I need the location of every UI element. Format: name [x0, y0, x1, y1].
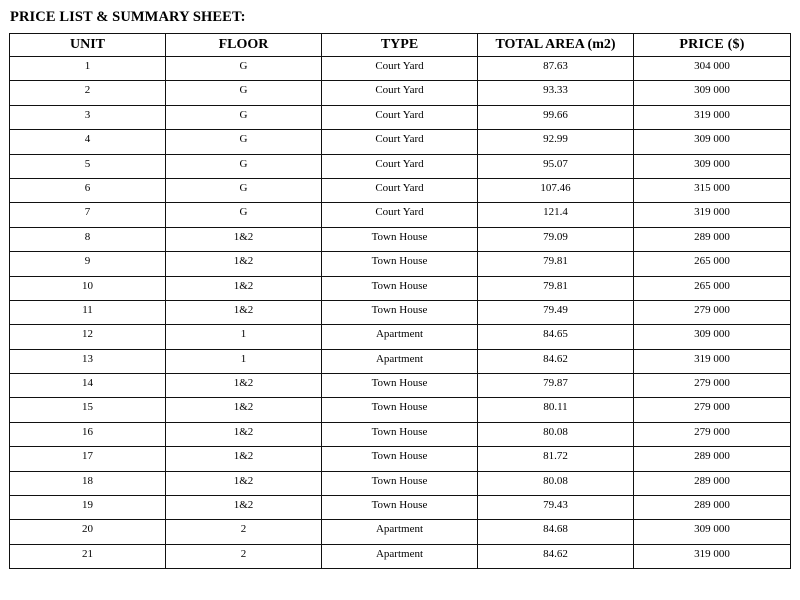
- table-row: [10, 300, 791, 324]
- column-header-unit: UNIT: [10, 34, 166, 57]
- cell-price: 279 000: [634, 374, 791, 398]
- cell-floor: 1&2: [166, 398, 322, 422]
- cell-price: 319 000: [634, 203, 791, 227]
- cell-price: 289 000: [634, 496, 791, 520]
- cell-area: 80.11: [478, 398, 634, 422]
- table-body: [10, 57, 791, 569]
- cell-type: Court Yard: [322, 81, 478, 105]
- cell-area: 80.08: [478, 471, 634, 495]
- cell-floor: 1&2: [166, 227, 322, 251]
- cell-floor: 1&2: [166, 447, 322, 471]
- cell-type: Apartment: [322, 325, 478, 349]
- cell-price: 289 000: [634, 447, 791, 471]
- cell-floor: 2: [166, 544, 322, 568]
- cell-unit: 13: [10, 349, 166, 373]
- cell-area: 84.65: [478, 325, 634, 349]
- price-table: [9, 33, 791, 569]
- cell-type: Town House: [322, 422, 478, 446]
- cell-floor: G: [166, 154, 322, 178]
- cell-floor: 1&2: [166, 471, 322, 495]
- cell-type: Town House: [322, 496, 478, 520]
- table-row: [10, 57, 791, 81]
- cell-price: 319 000: [634, 105, 791, 129]
- cell-unit: 10: [10, 276, 166, 300]
- cell-floor: 1&2: [166, 300, 322, 324]
- cell-floor: G: [166, 203, 322, 227]
- cell-price: 265 000: [634, 276, 791, 300]
- cell-unit: 3: [10, 105, 166, 129]
- column-header-price: PRICE ($): [634, 34, 791, 57]
- cell-unit: 15: [10, 398, 166, 422]
- cell-unit: 8: [10, 227, 166, 251]
- table-row: [10, 496, 791, 520]
- cell-area: 84.68: [478, 520, 634, 544]
- cell-floor: 2: [166, 520, 322, 544]
- cell-type: Apartment: [322, 520, 478, 544]
- cell-unit: 9: [10, 252, 166, 276]
- column-header-type: TYPE: [322, 34, 478, 57]
- cell-unit: 7: [10, 203, 166, 227]
- cell-floor: G: [166, 178, 322, 202]
- cell-type: Town House: [322, 276, 478, 300]
- cell-area: 79.09: [478, 227, 634, 251]
- cell-floor: 1: [166, 325, 322, 349]
- cell-area: 107.46: [478, 178, 634, 202]
- header-row: [10, 34, 791, 57]
- table-row: [10, 471, 791, 495]
- cell-unit: 14: [10, 374, 166, 398]
- cell-type: Court Yard: [322, 130, 478, 154]
- cell-unit: 2: [10, 81, 166, 105]
- cell-unit: 11: [10, 300, 166, 324]
- table-row: [10, 447, 791, 471]
- cell-price: 309 000: [634, 130, 791, 154]
- cell-type: Town House: [322, 227, 478, 251]
- cell-price: 309 000: [634, 154, 791, 178]
- cell-floor: G: [166, 105, 322, 129]
- cell-floor: 1&2: [166, 276, 322, 300]
- cell-area: 84.62: [478, 544, 634, 568]
- table-row: [10, 203, 791, 227]
- cell-unit: 12: [10, 325, 166, 349]
- table-row: [10, 398, 791, 422]
- cell-floor: G: [166, 57, 322, 81]
- cell-unit: 6: [10, 178, 166, 202]
- cell-unit: 1: [10, 57, 166, 81]
- cell-floor: G: [166, 81, 322, 105]
- cell-type: Town House: [322, 471, 478, 495]
- cell-floor: 1&2: [166, 422, 322, 446]
- table-row: [10, 252, 791, 276]
- cell-price: 265 000: [634, 252, 791, 276]
- column-header-floor: FLOOR: [166, 34, 322, 57]
- table-row: [10, 349, 791, 373]
- table-row: [10, 544, 791, 568]
- table-row: [10, 130, 791, 154]
- cell-price: 309 000: [634, 520, 791, 544]
- cell-unit: 21: [10, 544, 166, 568]
- table-row: [10, 178, 791, 202]
- cell-unit: 5: [10, 154, 166, 178]
- cell-floor: 1&2: [166, 252, 322, 276]
- table-row: [10, 227, 791, 251]
- table-row: [10, 520, 791, 544]
- cell-type: Court Yard: [322, 57, 478, 81]
- cell-area: 92.99: [478, 130, 634, 154]
- cell-type: Apartment: [322, 544, 478, 568]
- cell-floor: 1&2: [166, 496, 322, 520]
- cell-area: 95.07: [478, 154, 634, 178]
- cell-unit: 16: [10, 422, 166, 446]
- cell-area: 79.49: [478, 300, 634, 324]
- cell-price: 319 000: [634, 544, 791, 568]
- cell-area: 79.81: [478, 276, 634, 300]
- cell-price: 309 000: [634, 325, 791, 349]
- cell-area: 80.08: [478, 422, 634, 446]
- cell-price: 319 000: [634, 349, 791, 373]
- table-row: [10, 81, 791, 105]
- cell-price: 289 000: [634, 471, 791, 495]
- cell-price: 279 000: [634, 300, 791, 324]
- cell-floor: 1: [166, 349, 322, 373]
- cell-price: 304 000: [634, 57, 791, 81]
- cell-unit: 4: [10, 130, 166, 154]
- cell-price: 289 000: [634, 227, 791, 251]
- cell-area: 87.63: [478, 57, 634, 81]
- cell-price: 279 000: [634, 422, 791, 446]
- cell-area: 93.33: [478, 81, 634, 105]
- cell-type: Town House: [322, 374, 478, 398]
- cell-type: Apartment: [322, 349, 478, 373]
- cell-area: 81.72: [478, 447, 634, 471]
- cell-price: 309 000: [634, 81, 791, 105]
- cell-type: Town House: [322, 398, 478, 422]
- cell-price: 279 000: [634, 398, 791, 422]
- cell-type: Town House: [322, 300, 478, 324]
- cell-unit: 18: [10, 471, 166, 495]
- cell-type: Court Yard: [322, 154, 478, 178]
- cell-price: 315 000: [634, 178, 791, 202]
- cell-type: Court Yard: [322, 105, 478, 129]
- cell-area: 79.87: [478, 374, 634, 398]
- table-row: [10, 325, 791, 349]
- cell-unit: 17: [10, 447, 166, 471]
- column-header-area: TOTAL AREA (m2): [478, 34, 634, 57]
- cell-type: Town House: [322, 252, 478, 276]
- table-row: [10, 374, 791, 398]
- sheet-title: PRICE LIST & SUMMARY SHEET:: [10, 9, 246, 25]
- table-row: [10, 422, 791, 446]
- cell-type: Court Yard: [322, 203, 478, 227]
- cell-area: 79.81: [478, 252, 634, 276]
- cell-area: 79.43: [478, 496, 634, 520]
- cell-unit: 20: [10, 520, 166, 544]
- cell-area: 99.66: [478, 105, 634, 129]
- cell-area: 84.62: [478, 349, 634, 373]
- cell-type: Court Yard: [322, 178, 478, 202]
- cell-type: Town House: [322, 447, 478, 471]
- cell-area: 121.4: [478, 203, 634, 227]
- cell-floor: 1&2: [166, 374, 322, 398]
- table-row: [10, 105, 791, 129]
- cell-floor: G: [166, 130, 322, 154]
- table-row: [10, 154, 791, 178]
- table-row: [10, 276, 791, 300]
- cell-unit: 19: [10, 496, 166, 520]
